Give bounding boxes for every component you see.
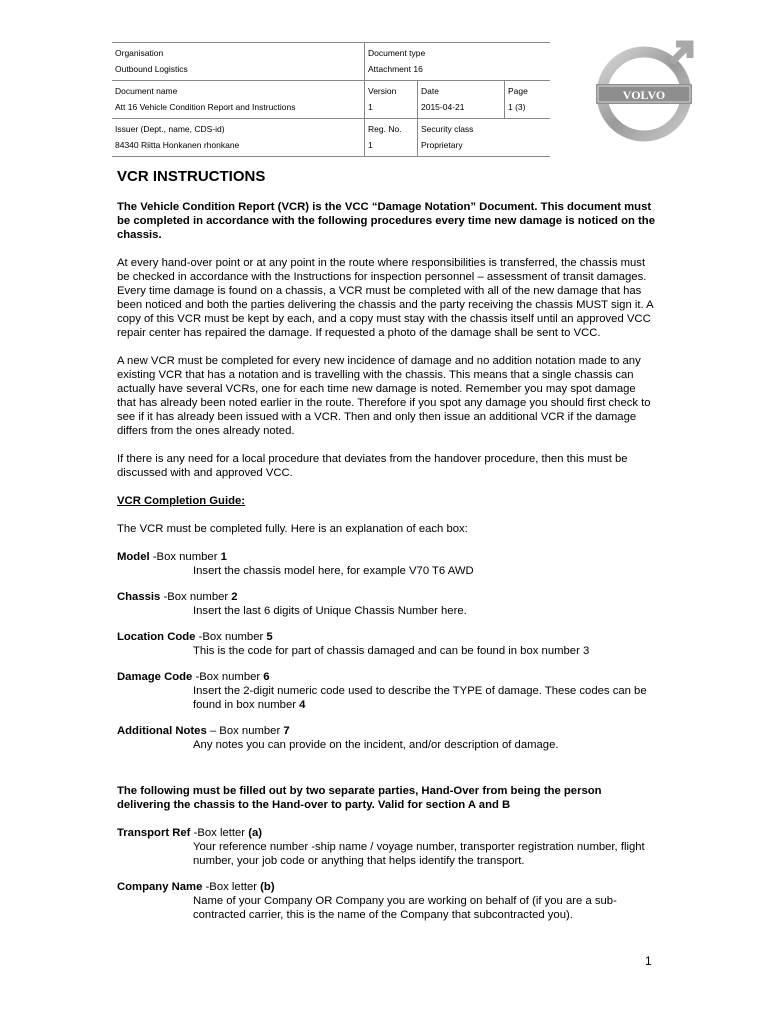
box-label: -Box number <box>192 671 264 683</box>
header-row-docname <box>112 80 550 118</box>
issuer-value: 84340 Riitta Honkanen rhonkane <box>115 140 240 150</box>
section-two-lead: The following must be filled out by two separate parties, Hand-Over from being the person delivering the chassis to the Hand-over to party. Valid for section A and B <box>117 785 602 811</box>
organisation-label: Organisation <box>115 48 164 58</box>
field-description-text: Insert the chassis model here, for example V70 T6 AWD <box>193 565 474 577</box>
header-row-issuer <box>112 118 550 157</box>
box-number: 7 <box>283 725 290 737</box>
date-label: Date <box>421 86 439 96</box>
security-value: Proprietary <box>421 140 463 150</box>
box-items-list <box>117 550 657 752</box>
field-description-text: Insert the 2-digit numeric code used to describe the TYPE of damage. These codes can be found in box number <box>193 685 647 711</box>
guide-heading: VCR Completion Guide: <box>117 495 246 507</box>
guide-item-heading <box>117 590 657 604</box>
organisation-value: Outbound Logistics <box>115 64 188 74</box>
main-content <box>117 168 657 934</box>
field-description <box>117 894 657 922</box>
guide-intro: The VCR must be completed fully. Here is an explanation of each box: <box>117 523 468 535</box>
field-description-text: Any notes you can provide on the incident, and/or description of damage. <box>193 739 559 751</box>
regno-value: 1 <box>368 140 373 150</box>
docname-label: Document name <box>115 86 178 96</box>
guide-item-heading <box>117 826 657 840</box>
paragraph-handover: At every hand-over point or at any point in the route where responsibilities is transferred, the chassis must be checked in accordance with the Instructions for inspection personnel – assessment of transit damages. Every time damage is found on a chassis, a VCR must be completed with all of the new damage that has been noticed and both the parties delivering the chassis and the party receiving the chassis MUST sign it. A copy of this VCR must be kept by each, and a copy must stay with the chassis itself until an approved VCC repair center has repaired the damage. If requested a photo of the damage shall be sent to VCC. <box>117 257 654 339</box>
box-number: 1 <box>220 551 227 563</box>
box-label: -Box letter <box>190 827 249 839</box>
field-description <box>117 644 657 658</box>
box-letter-items-list <box>117 826 657 922</box>
field-description-text: Insert the last 6 digits of Unique Chassis Number here. <box>193 605 467 617</box>
guide-item-heading <box>117 630 657 644</box>
box-number: (a) <box>248 827 263 839</box>
guide-item-heading <box>117 670 657 684</box>
field-name: Model <box>117 551 150 563</box>
header-row-organisation <box>112 42 550 80</box>
volvo-logo-icon <box>592 38 702 148</box>
field-description <box>117 840 657 868</box>
lead-paragraph: The Vehicle Condition Report (VCR) is the VCC “Damage Notation” Document. This document must be completed in accordance with the following procedures every time new damage is noticed on the chassis. <box>117 201 655 241</box>
page-label: Page <box>508 86 528 96</box>
field-description <box>117 684 657 712</box>
page-number: 1 <box>645 954 652 968</box>
guide-item <box>117 670 657 712</box>
guide-item <box>117 826 657 868</box>
guide-item-heading <box>117 880 657 894</box>
field-description <box>117 564 657 578</box>
guide-item <box>117 550 657 578</box>
box-label: – Box number <box>206 725 284 737</box>
issuer-label: Issuer (Dept., name, CDS-id) <box>115 124 225 134</box>
field-description-box-number: 4 <box>299 699 306 711</box>
box-label: -Box number <box>149 551 221 563</box>
guide-item-heading <box>117 724 657 738</box>
logo-text: VOLVO <box>622 88 666 102</box>
document-header-table <box>112 42 550 157</box>
field-name: Damage Code <box>117 671 193 683</box>
box-label: -Box number <box>195 631 267 643</box>
field-name: Transport Ref <box>117 827 191 839</box>
page-title: VCR INSTRUCTIONS <box>117 168 266 185</box>
box-label: -Box letter <box>202 881 261 893</box>
field-name: Additional Notes <box>117 725 207 737</box>
field-name: Chassis <box>117 591 161 603</box>
doctype-value: Attachment 16 <box>368 64 423 74</box>
field-name: Location Code <box>117 631 196 643</box>
paragraph-local-procedure: If there is any need for a local procedure that deviates from the handover procedure, then this must be discussed with and approved VCC. <box>117 453 628 479</box>
box-label: -Box number <box>160 591 232 603</box>
docname-value: Att 16 Vehicle Condition Report and Instructions <box>115 102 296 112</box>
field-description <box>117 604 657 618</box>
field-description-text: Your reference number -ship name / voyage number, transporter registration number, flight number, your job code or anything that helps identify the transport. <box>193 841 645 867</box>
box-number: 5 <box>266 631 273 643</box>
security-label: Security class <box>421 124 474 134</box>
guide-item <box>117 590 657 618</box>
field-description-text: Name of your Company OR Company you are working on behalf of (if you are a sub-contracted carrier, this is the name of the Company that subcontracted you). <box>193 895 617 921</box>
box-number: 6 <box>263 671 270 683</box>
version-value: 1 <box>368 102 373 112</box>
paragraph-new-vcr: A new VCR must be completed for every new incidence of damage and no addition notation made to any existing VCR that has a notation and is travelling with the chassis. This means that a single chassis can actually have several VCRs, one for each time new damage is noted. Remember you may spot damage that has already been noted earlier in the route. Therefore if you spot any damage you should first check to see if it has already been issued with a VCR. Then and only then issue an additional VCR if the damage differs from the ones already noted. <box>117 355 651 437</box>
regno-label: Reg. No. <box>368 124 402 134</box>
guide-item-heading <box>117 550 657 564</box>
version-label: Version <box>368 86 397 96</box>
page-value: 1 (3) <box>508 102 526 112</box>
doctype-label: Document type <box>368 48 426 58</box>
box-number: 2 <box>231 591 238 603</box>
box-number: (b) <box>260 881 275 893</box>
field-description <box>117 738 657 752</box>
date-value: 2015-04-21 <box>421 102 465 112</box>
field-description-text: This is the code for part of chassis damaged and can be found in box number 3 <box>193 645 590 657</box>
guide-item <box>117 630 657 658</box>
field-name: Company Name <box>117 881 203 893</box>
guide-item <box>117 880 657 922</box>
guide-item <box>117 724 657 752</box>
